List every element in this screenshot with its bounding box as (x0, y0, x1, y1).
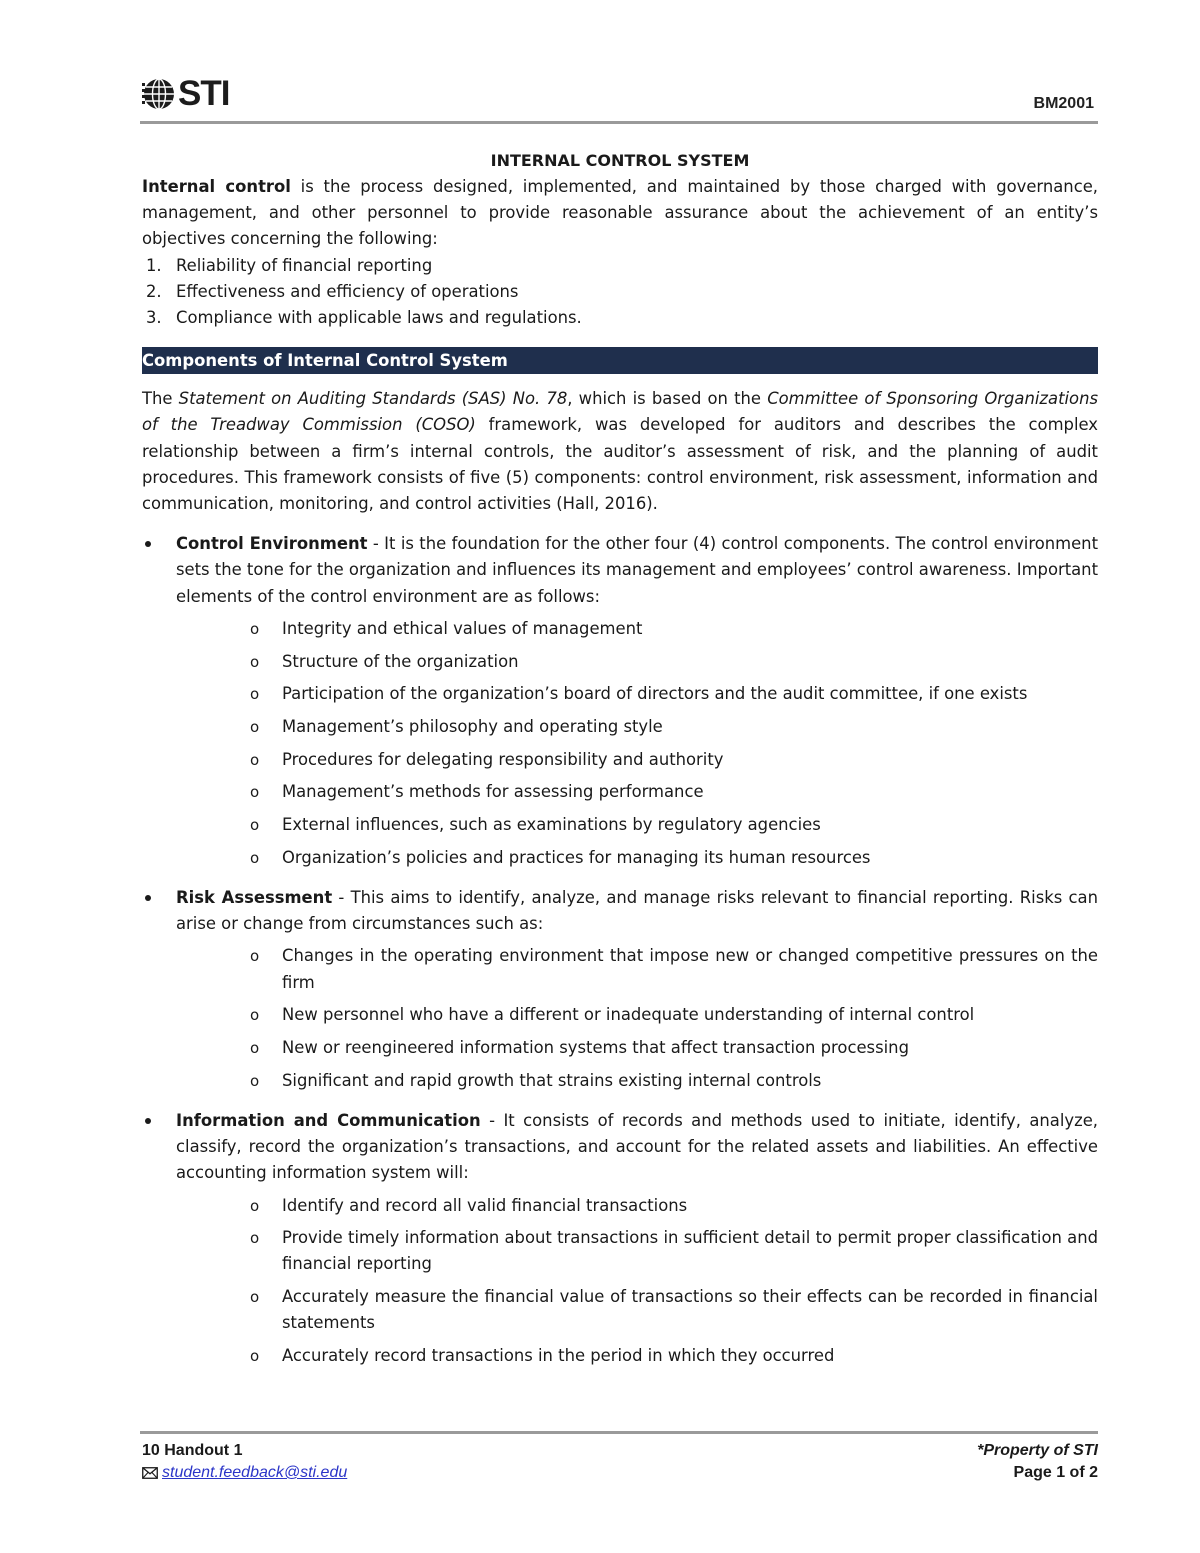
document-code: BM2001 (1033, 95, 1094, 112)
sub-list (176, 943, 1098, 1094)
section-paragraph (142, 386, 1098, 517)
sub-list-text: Structure of the organization (282, 651, 519, 671)
sub-list-item (176, 1035, 1098, 1061)
sub-list-text: External influences, such as examinations by regulatory agencies (282, 815, 821, 835)
sub-list-text: Accurately record transactions in the period in which they occurred (282, 1346, 835, 1366)
bullet-icon (142, 531, 176, 871)
intro-text: is the process designed, implemented, and maintained by those charged with governance, management, and other personnel to provide reasonable assurance about the achievement of an entity’s objectives concerning the following: (142, 177, 1098, 249)
component-control-environment (142, 531, 1098, 871)
coso-reference: Committee of Sponsoring Organizations of the Treadway Commission (COSO) (142, 389, 1099, 435)
component-description (176, 1108, 1098, 1187)
sub-list-text: Procedures for delegating responsibility and authority (282, 749, 724, 769)
footer-divider (140, 1431, 1098, 1434)
circle-bullet-icon: o (250, 1006, 260, 1025)
component-information-and-communication (142, 1108, 1098, 1369)
sub-list-text: Accurately measure the financial value of transactions so their effects can be recorded in financial statements (282, 1287, 1098, 1333)
circle-bullet-icon: o (250, 947, 260, 966)
list-item-text: Compliance with applicable laws and regulations. (176, 308, 582, 328)
component-risk-assessment (142, 885, 1098, 1094)
circle-bullet-icon: o (250, 1196, 260, 1215)
list-item-text: Reliability of financial reporting (176, 255, 433, 275)
bullet-icon (142, 885, 176, 1094)
sub-list-item (176, 747, 1098, 773)
sti-globe-logo-icon (142, 77, 176, 111)
circle-bullet-icon: o (250, 1038, 260, 1057)
list-number: 3. (146, 308, 162, 328)
sub-list-item (176, 681, 1098, 707)
section-heading-band (142, 347, 1098, 374)
sub-list-item (176, 616, 1098, 642)
component-term: Information and Communication (176, 1110, 481, 1130)
list-number: 2. (146, 281, 162, 301)
list-item (142, 279, 1098, 305)
bullet-icon (142, 1108, 176, 1369)
component-description (176, 531, 1098, 610)
sub-list-item (176, 1068, 1098, 1094)
paragraph-text: , which is based on the (567, 389, 768, 409)
sub-list-item (176, 1225, 1098, 1277)
sub-list-item (176, 943, 1098, 995)
sub-list-item (176, 1002, 1098, 1028)
sub-list-text: Provide timely information about transactions in sufficient detail to permit proper classification and financial reporting (282, 1228, 1098, 1274)
feedback-contact (142, 1464, 347, 1482)
sub-list-text: Changes in the operating environment that impose new or changed competitive pressures on the firm (282, 946, 1098, 992)
sub-list-item (176, 845, 1098, 871)
sub-list-item (176, 1193, 1098, 1219)
document-body (142, 148, 1098, 1369)
sub-list-text: Significant and rapid growth that strains existing internal controls (282, 1070, 822, 1090)
sub-list-text: Integrity and ethical values of management (282, 618, 643, 638)
page-title: INTERNAL CONTROL SYSTEM (490, 151, 750, 170)
envelope-icon (142, 1467, 158, 1479)
list-number: 1. (146, 255, 162, 275)
sub-list (176, 1193, 1098, 1370)
component-text: - This aims to identify, analyze, and manage risks relevant to financial reporting. Risks can arise or change from circumstances such as: (176, 887, 1098, 934)
circle-bullet-icon: o (250, 783, 260, 802)
intro-paragraph (142, 174, 1098, 253)
sub-list-item (176, 649, 1098, 675)
logo-text: STI (178, 74, 230, 113)
circle-bullet-icon: o (250, 1229, 260, 1248)
sub-list-text: Management’s methods for assessing performance (282, 782, 704, 802)
circle-bullet-icon: o (250, 652, 260, 671)
section-heading: Components of Internal Control System (142, 351, 508, 371)
property-label: *Property of STI (977, 1442, 1098, 1459)
circle-bullet-icon: o (250, 1347, 260, 1366)
component-description (176, 885, 1098, 937)
sti-logo (142, 76, 229, 112)
feedback-email-link[interactable]: student.feedback@sti.edu (162, 1464, 348, 1481)
circle-bullet-icon: o (250, 619, 260, 638)
circle-bullet-icon: o (250, 717, 260, 736)
paragraph-text: framework, was developed for auditors and describes the complex relationship between a firm’s internal controls, the auditor’s assessment of risk, and the planning of audit procedures. This framework consists of five (5) components: control environment, risk assessment, information and communication, monitoring, and control activities (Hall, 2016). (142, 415, 1098, 514)
sas-reference: Statement on Auditing Standards (SAS) No. 78 (178, 389, 568, 409)
circle-bullet-icon: o (250, 685, 260, 704)
sub-list-item (176, 1343, 1098, 1369)
list-item-text: Effectiveness and efficiency of operations (176, 281, 519, 301)
sub-list (176, 616, 1098, 871)
intro-term: Internal control (142, 177, 291, 196)
sub-list-text: Organization’s policies and practices for managing its human resources (282, 847, 871, 867)
circle-bullet-icon: o (250, 1288, 260, 1307)
sub-list-item (176, 779, 1098, 805)
component-text: - It is the foundation for the other four (4) control components. The control environment sets the tone for the organization and influences its management and employees’ control awareness. Important elements of the control environment are as follows: (176, 534, 1098, 606)
page-number: Page 1 of 2 (1013, 1464, 1098, 1481)
sub-list-text: New or reengineered information systems that affect transaction processing (282, 1037, 909, 1057)
component-term: Risk Assessment (176, 887, 333, 907)
sub-list-item (176, 714, 1098, 740)
paragraph-text: The (142, 389, 179, 409)
header-divider (140, 121, 1098, 124)
circle-bullet-icon: o (250, 1071, 260, 1090)
circle-bullet-icon: o (250, 848, 260, 867)
sub-list-text: New personnel who have a different or inadequate understanding of internal control (282, 1005, 975, 1025)
sub-list-item (176, 812, 1098, 838)
component-term: Control Environment (176, 534, 368, 554)
handout-label: 10 Handout 1 (142, 1442, 243, 1459)
sub-list-text: Participation of the organization’s board of directors and the audit committee, if one exists (282, 684, 1028, 704)
circle-bullet-icon: o (250, 816, 260, 835)
list-item (142, 305, 1098, 331)
list-item (142, 253, 1098, 279)
sub-list-item (176, 1284, 1098, 1336)
sub-list-text: Management’s philosophy and operating style (282, 716, 663, 736)
objectives-list (142, 253, 1098, 332)
sub-list-text: Identify and record all valid financial transactions (282, 1195, 688, 1215)
component-text: - It consists of records and methods used to initiate, identify, analyze, classify, record the organization’s transactions, and account for the related assets and liabilities. An effective accounting information system will: (176, 1110, 1098, 1183)
circle-bullet-icon: o (250, 750, 260, 769)
